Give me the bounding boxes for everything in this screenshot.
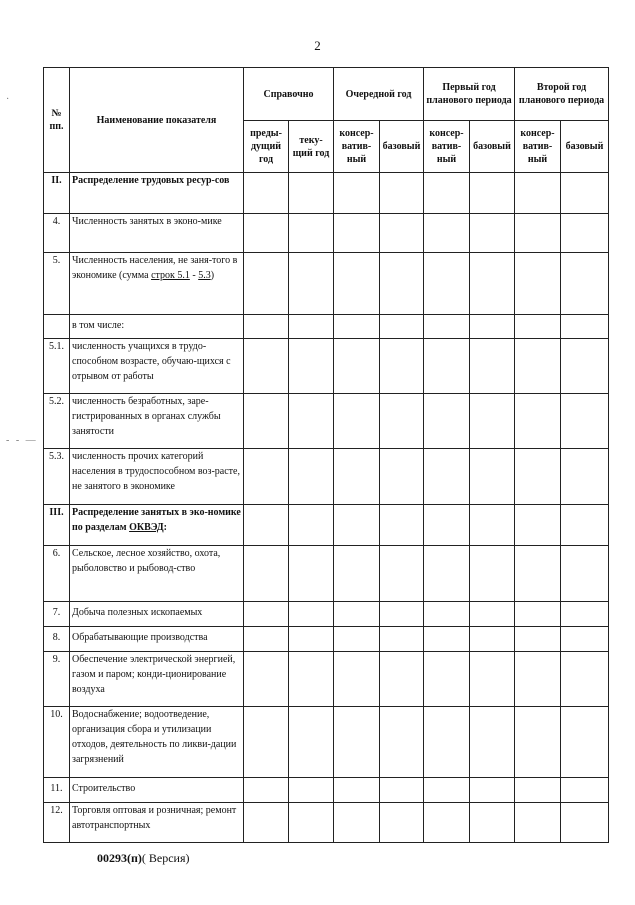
value-cell[interactable] — [334, 315, 380, 339]
value-cell[interactable] — [561, 602, 609, 627]
row-label-text: - — [189, 270, 199, 281]
table-row — [44, 602, 609, 627]
value-cell[interactable] — [334, 253, 380, 315]
value-cell[interactable] — [244, 778, 289, 803]
row-label: численность учащихся в трудо-способном возрасте, обучаю-щихся с отрывом от работы — [70, 339, 244, 394]
value-cell[interactable] — [289, 546, 334, 602]
value-cell[interactable] — [334, 707, 380, 778]
value-cell[interactable] — [515, 803, 561, 843]
row-label: численность безработных, заре-гистрированных в органах службы занятости — [70, 394, 244, 449]
header-group-first-plan-year: Первый год планового периода — [424, 68, 515, 121]
row-number: III. — [44, 505, 70, 546]
value-cell[interactable] — [561, 394, 609, 449]
row-label-text: Распределение занятых в эко-номике по разделам — [72, 507, 241, 533]
subheader-base: базовый — [470, 121, 515, 173]
value-cell[interactable] — [470, 627, 515, 652]
value-cell[interactable] — [244, 546, 289, 602]
value-cell[interactable] — [470, 803, 515, 843]
value-cell[interactable] — [380, 707, 424, 778]
value-cell[interactable] — [424, 803, 470, 843]
value-cell[interactable] — [244, 339, 289, 394]
row-label: в том числе: — [70, 315, 244, 339]
row-number: 5.2. — [44, 394, 70, 449]
value-cell[interactable] — [244, 214, 289, 253]
okved-link[interactable]: ОКВЭД — [129, 522, 164, 533]
row-label: Обеспечение электрической энергией, газом и паром; конди-ционирование воздуха — [70, 652, 244, 707]
value-cell[interactable] — [334, 778, 380, 803]
value-cell[interactable] — [424, 253, 470, 315]
row-number — [44, 315, 70, 339]
subheader-conservative: консер-ватив-ный — [334, 121, 380, 173]
value-cell[interactable] — [289, 652, 334, 707]
value-cell[interactable] — [515, 652, 561, 707]
value-cell[interactable] — [515, 546, 561, 602]
value-cell[interactable] — [424, 778, 470, 803]
value-cell[interactable] — [334, 173, 380, 214]
header-name: Наименование показателя — [70, 68, 244, 173]
value-cell[interactable] — [289, 602, 334, 627]
value-cell[interactable] — [424, 505, 470, 546]
row-label-text: : — [163, 522, 167, 533]
value-cell[interactable] — [561, 505, 609, 546]
value-cell[interactable] — [561, 214, 609, 253]
value-cell[interactable] — [515, 778, 561, 803]
value-cell[interactable] — [289, 707, 334, 778]
table-row — [44, 253, 609, 315]
value-cell[interactable] — [470, 602, 515, 627]
value-cell[interactable] — [244, 253, 289, 315]
value-cell[interactable] — [515, 315, 561, 339]
value-cell[interactable] — [424, 315, 470, 339]
row-label-text: Численность населения, не заня-того в экономике (сумма — [72, 255, 238, 281]
document-footer — [97, 851, 190, 866]
table-row — [44, 449, 609, 505]
value-cell[interactable] — [289, 315, 334, 339]
value-cell[interactable] — [244, 803, 289, 843]
row-number: 6. — [44, 546, 70, 602]
value-cell[interactable] — [424, 394, 470, 449]
value-cell[interactable] — [561, 253, 609, 315]
value-cell[interactable] — [289, 339, 334, 394]
table-row — [44, 315, 609, 339]
row-number: 7. — [44, 602, 70, 627]
subheader-base: базовый — [380, 121, 424, 173]
value-cell[interactable] — [244, 394, 289, 449]
subheader-conservative: консер-ватив-ный — [515, 121, 561, 173]
table-row — [44, 707, 609, 778]
value-cell[interactable] — [244, 602, 289, 627]
value-cell[interactable] — [424, 652, 470, 707]
subheader-conservative: консер-ватив-ный — [424, 121, 470, 173]
row-label — [70, 505, 244, 546]
value-cell[interactable] — [515, 627, 561, 652]
value-cell[interactable] — [244, 627, 289, 652]
value-cell[interactable] — [289, 778, 334, 803]
value-cell[interactable] — [470, 214, 515, 253]
value-cell[interactable] — [470, 546, 515, 602]
row-label: Обрабатывающие производства — [70, 627, 244, 652]
value-cell[interactable] — [561, 707, 609, 778]
value-cell[interactable] — [515, 253, 561, 315]
value-cell[interactable] — [424, 602, 470, 627]
value-cell[interactable] — [334, 339, 380, 394]
scan-dash-mark: - - — — [6, 435, 38, 446]
value-cell[interactable] — [424, 214, 470, 253]
value-cell[interactable] — [561, 803, 609, 843]
row-number: 11. — [44, 778, 70, 803]
value-cell[interactable] — [470, 339, 515, 394]
row-label: численность прочих категорий населения в трудоспособном воз-расте, не занятого в экономике — [70, 449, 244, 505]
value-cell[interactable] — [515, 394, 561, 449]
value-cell[interactable] — [515, 602, 561, 627]
value-cell[interactable] — [561, 315, 609, 339]
row-label: Распределение трудовых ресур-сов — [70, 173, 244, 214]
value-cell[interactable] — [470, 449, 515, 505]
value-cell[interactable] — [380, 505, 424, 546]
value-cell[interactable] — [515, 173, 561, 214]
row-label — [70, 253, 244, 315]
value-cell[interactable] — [334, 394, 380, 449]
row-label: Водоснабжение; водоотведение, организация сбора и утилизации отходов, деятельность по ликви-дации загрязнений — [70, 707, 244, 778]
row-number: 4. — [44, 214, 70, 253]
value-cell[interactable] — [424, 707, 470, 778]
value-cell[interactable] — [470, 652, 515, 707]
value-cell[interactable] — [380, 339, 424, 394]
subheader-current-year: теку-щий год — [289, 121, 334, 173]
form-version: ( Версия) — [141, 851, 190, 865]
value-cell[interactable] — [515, 449, 561, 505]
value-cell[interactable] — [289, 505, 334, 546]
value-cell[interactable] — [561, 546, 609, 602]
value-cell[interactable] — [561, 449, 609, 505]
value-cell[interactable] — [380, 652, 424, 707]
value-cell[interactable] — [380, 546, 424, 602]
table-row — [44, 394, 609, 449]
value-cell[interactable] — [380, 214, 424, 253]
scan-speck: · — [6, 94, 10, 105]
value-cell[interactable] — [380, 173, 424, 214]
value-cell[interactable] — [289, 214, 334, 253]
value-cell[interactable] — [289, 449, 334, 505]
row-label: Торговля оптовая и розничная; ремонт автотранспортных — [70, 803, 244, 843]
value-cell[interactable] — [470, 505, 515, 546]
page-number: 2 — [314, 38, 321, 53]
value-cell[interactable] — [380, 627, 424, 652]
value-cell[interactable] — [380, 778, 424, 803]
value-cell[interactable] — [334, 627, 380, 652]
value-cell[interactable] — [289, 394, 334, 449]
value-cell[interactable] — [515, 707, 561, 778]
value-cell[interactable] — [470, 778, 515, 803]
value-cell[interactable] — [424, 449, 470, 505]
value-cell[interactable] — [561, 173, 609, 214]
table-row — [44, 778, 609, 803]
table-row — [44, 652, 609, 707]
row-number: 10. — [44, 707, 70, 778]
header-group-reference: Справочно — [244, 68, 334, 121]
table-row — [44, 627, 609, 652]
value-cell[interactable] — [424, 627, 470, 652]
value-cell[interactable] — [244, 173, 289, 214]
row-label-text: ) — [210, 270, 215, 281]
rows-link-5-3[interactable]: 5.3 — [198, 270, 211, 281]
table-row — [44, 214, 609, 253]
value-cell[interactable] — [380, 315, 424, 339]
row-number: 9. — [44, 652, 70, 707]
value-cell[interactable] — [289, 627, 334, 652]
row-label: Добыча полезных ископаемых — [70, 602, 244, 627]
value-cell[interactable] — [424, 339, 470, 394]
row-label: Численность занятых в эконо-мике — [70, 214, 244, 253]
row-number: 5. — [44, 253, 70, 315]
table-row — [44, 339, 609, 394]
subheader-prev-year: преды-дущий год — [244, 121, 289, 173]
row-number: 12. — [44, 803, 70, 843]
value-cell[interactable] — [470, 707, 515, 778]
value-cell[interactable] — [334, 546, 380, 602]
table-row — [44, 803, 609, 843]
table-row — [44, 173, 609, 214]
value-cell[interactable] — [470, 253, 515, 315]
value-cell[interactable] — [244, 449, 289, 505]
value-cell[interactable] — [561, 778, 609, 803]
value-cell[interactable] — [380, 449, 424, 505]
row-number: 5.1. — [44, 339, 70, 394]
value-cell[interactable] — [515, 214, 561, 253]
value-cell[interactable] — [334, 505, 380, 546]
value-cell[interactable] — [334, 449, 380, 505]
row-number: 5.3. — [44, 449, 70, 505]
row-label: Сельское, лесное хозяйство, охота, рыболовство и рыбовод-ство — [70, 546, 244, 602]
value-cell[interactable] — [380, 803, 424, 843]
value-cell[interactable] — [380, 602, 424, 627]
value-cell[interactable] — [470, 315, 515, 339]
value-cell[interactable] — [244, 315, 289, 339]
value-cell[interactable] — [244, 707, 289, 778]
value-cell[interactable] — [244, 652, 289, 707]
indicators-table — [43, 67, 609, 843]
value-cell[interactable] — [334, 602, 380, 627]
value-cell[interactable] — [424, 546, 470, 602]
row-number: II. — [44, 173, 70, 214]
table-row — [44, 546, 609, 602]
value-cell[interactable] — [380, 253, 424, 315]
value-cell[interactable] — [561, 627, 609, 652]
value-cell[interactable] — [515, 505, 561, 546]
value-cell[interactable] — [470, 394, 515, 449]
value-cell[interactable] — [289, 173, 334, 214]
row-number: 8. — [44, 627, 70, 652]
value-cell[interactable] — [424, 173, 470, 214]
value-cell[interactable] — [470, 173, 515, 214]
form-code: 00293(п) — [97, 851, 142, 865]
value-cell[interactable] — [515, 339, 561, 394]
value-cell[interactable] — [334, 214, 380, 253]
value-cell[interactable] — [380, 394, 424, 449]
row-label: Строительство — [70, 778, 244, 803]
header-group-next-year: Очередной год — [334, 68, 424, 121]
value-cell[interactable] — [244, 505, 289, 546]
value-cell[interactable] — [334, 803, 380, 843]
header-group-second-plan-year: Второй год планового периода — [515, 68, 609, 121]
subheader-base: базовый — [561, 121, 609, 173]
rows-link-5-1[interactable]: строк 5.1 — [151, 270, 190, 281]
value-cell[interactable] — [561, 339, 609, 394]
value-cell[interactable] — [334, 652, 380, 707]
table-row — [44, 505, 609, 546]
value-cell[interactable] — [289, 253, 334, 315]
value-cell[interactable] — [561, 652, 609, 707]
value-cell[interactable] — [289, 803, 334, 843]
header-num: № пп. — [44, 68, 70, 173]
